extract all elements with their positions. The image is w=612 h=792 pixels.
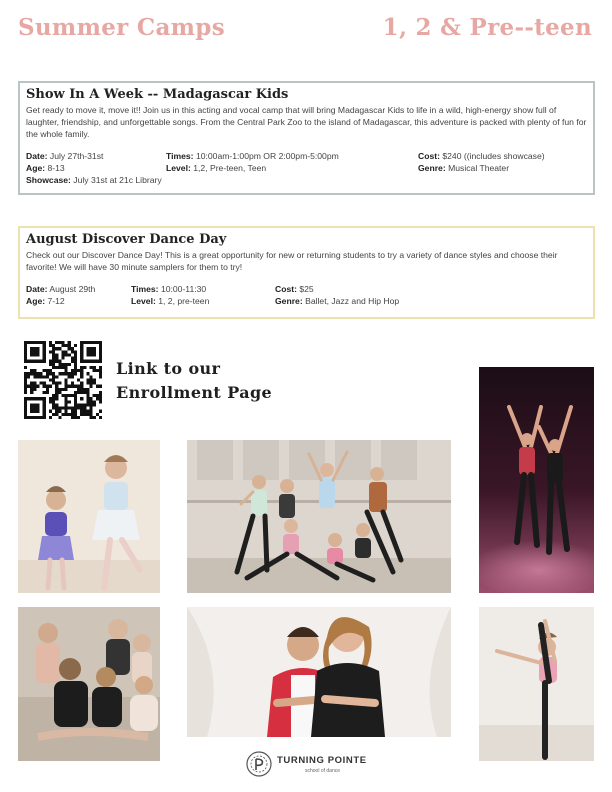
camp-cost: Cost: $240 ((includes showcase) bbox=[418, 151, 545, 161]
enrollment-link-line2: Enrollment Page bbox=[116, 383, 273, 402]
camp-genre: Genre: Ballet, Jazz and Hip Hop bbox=[275, 296, 400, 306]
page-title: Summer Camps bbox=[18, 14, 225, 41]
camp-times: Times: 10:00am-1:00pm OR 2:00pm-5:00pm bbox=[166, 151, 339, 161]
photo-stage-dancers bbox=[479, 367, 594, 593]
camp-cost: Cost: $25 bbox=[275, 284, 314, 294]
photo-two-girls bbox=[18, 440, 160, 593]
footer-logo bbox=[245, 750, 375, 780]
camp-description: Get ready to move it, move it!! Join us in this acting and vocal camp that will bring Madagascar Kids to life in a wild, high-energy show full of laughter, friendship, and unforgettable songs. From the Central Park Zoo to the island of Madagascar, this adventure is packed with plenty of fun for the whole family. bbox=[26, 105, 587, 139]
camp-age: Age: 7-12 bbox=[26, 296, 65, 306]
logo-subtitle: school of dance bbox=[305, 768, 341, 774]
photo-kids-circle bbox=[18, 607, 160, 761]
camp-description: Check out our Discover Dance Day! This is a great opportunity for new or returning students to try a variety of dance styles and choose their favorite! We will have 30 minute samplers for them to try! bbox=[26, 250, 558, 272]
qr-code-icon[interactable] bbox=[24, 341, 102, 419]
page-subtitle-levels: 1, 2 & Pre--teen bbox=[382, 14, 592, 41]
camp-details bbox=[26, 150, 587, 190]
logo-name: TURNING POINTE bbox=[277, 755, 367, 766]
turning-pointe-logo-icon bbox=[245, 750, 273, 778]
enrollment-link-line1: Link to our bbox=[116, 359, 221, 378]
camp-level: Level: 1, 2, pre-teen bbox=[131, 296, 210, 306]
photo-boy-girl bbox=[187, 607, 451, 737]
photo-split-leg bbox=[479, 607, 594, 761]
camp-title: Show In A Week -- Madagascar Kids bbox=[26, 87, 289, 102]
enrollment-link[interactable] bbox=[116, 357, 272, 405]
camp-date: Date: August 29th bbox=[26, 284, 96, 294]
camp-card-discover-dance-day bbox=[18, 226, 595, 319]
photo-group-dance bbox=[187, 440, 451, 593]
camp-date: Date: July 27th-31st bbox=[26, 151, 104, 161]
camp-card-show-in-a-week bbox=[18, 81, 595, 195]
camp-title: August Discover Dance Day bbox=[26, 232, 227, 247]
camp-details bbox=[26, 283, 587, 309]
camp-showcase: Showcase: July 31st at 21c Library bbox=[26, 175, 162, 185]
camp-genre: Genre: Musical Theater bbox=[418, 163, 510, 173]
camp-times: Times: 10:00-11:30 bbox=[131, 284, 207, 294]
camp-age: Age: 8-13 bbox=[26, 163, 65, 173]
camp-level: Level: 1,2, Pre-teen, Teen bbox=[166, 163, 267, 173]
